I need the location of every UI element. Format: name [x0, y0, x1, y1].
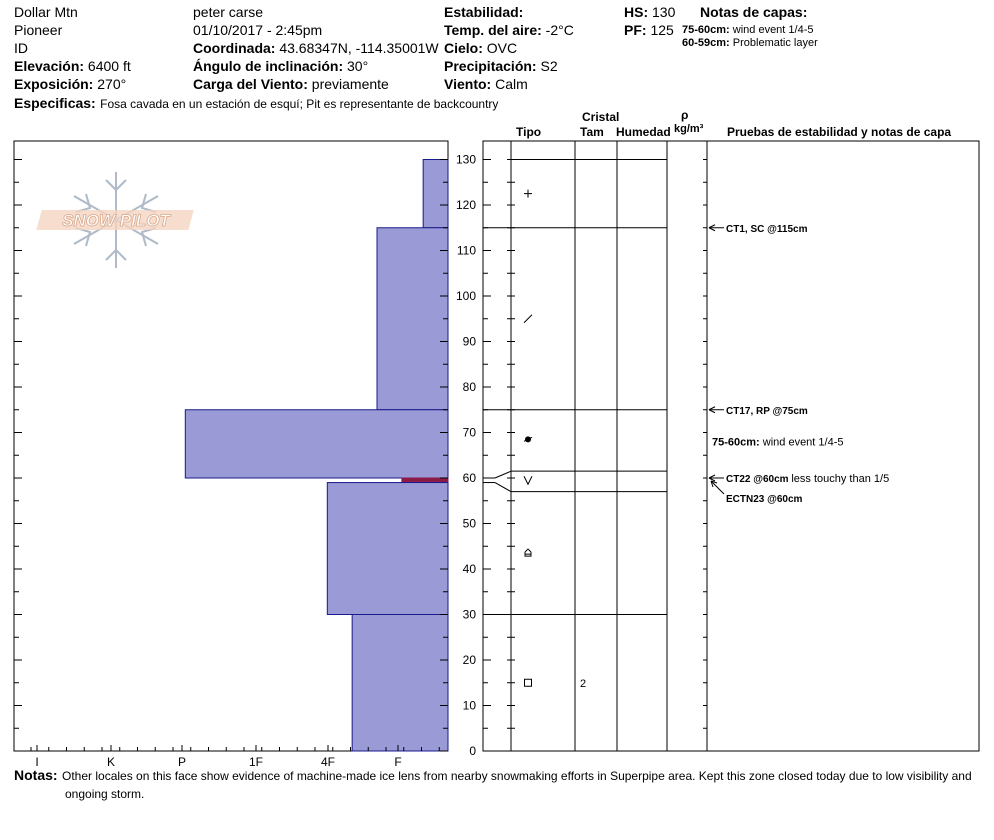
layer-note-2-text: Problematic layer	[732, 37, 818, 49]
depth-tick-label: 90	[462, 334, 476, 349]
specifics-label: Especificas:	[14, 95, 96, 111]
stability-tests	[709, 224, 889, 505]
snowpilot-logo	[36, 172, 193, 268]
hardness-bar	[185, 410, 448, 478]
layer-note-2-range: 60-59cm:	[682, 37, 730, 49]
logo-text: SNOW PILOT	[62, 211, 170, 230]
air-temp-label: Temp. del aire:	[444, 22, 542, 38]
stability-label: Estabilidad:	[444, 4, 524, 20]
depth-tick-label: 80	[462, 380, 476, 394]
slope-label: Ángulo de inclinación:	[193, 58, 344, 74]
layer-note-1-range: 75-60cm:	[682, 24, 730, 36]
hardness-bar	[377, 228, 448, 410]
depth-tick-label: 130	[455, 152, 476, 167]
depth-tick-label: 50	[462, 516, 476, 531]
depth-hoar-icon	[524, 476, 532, 484]
coordinate-value: 43.68347N, -114.35001W	[279, 40, 439, 56]
tests-header: Pruebas de estabilidad y notas de capa	[727, 125, 952, 139]
hardness-tick-label: I	[35, 755, 39, 769]
crystal-header: Cristal	[582, 110, 620, 124]
faceted-crystal-icon	[525, 679, 532, 686]
id-label: ID	[14, 40, 28, 56]
depth-tick-label: 30	[462, 607, 476, 622]
test-result-3	[726, 473, 889, 485]
hardness-tick-label: P	[177, 755, 187, 769]
rounded-grain-icon	[524, 190, 532, 198]
notes-row-1	[14, 767, 972, 785]
range-name: Pioneer	[14, 22, 63, 38]
crystal-size-label: 2	[580, 677, 587, 690]
hardness-tick-label: K	[106, 755, 116, 769]
wind-load-value: previamente	[311, 76, 389, 92]
hardness-profile	[185, 160, 448, 752]
pf-label: PF:	[624, 22, 647, 38]
layer-connector	[495, 471, 511, 478]
location-name: Dollar Mtn	[14, 4, 78, 20]
aspect-label: Exposición:	[14, 76, 94, 92]
density-unit-header: kg/m³	[674, 123, 704, 135]
moisture-header: Humedad	[616, 125, 671, 139]
specifics-text: Fosa cavada en un estación de esquí; Pit es representante de backcountry	[100, 97, 499, 111]
wind-label: Viento:	[444, 76, 492, 92]
test-result-4: ECTN23 @60cm	[726, 494, 803, 505]
wind-value: Calm	[495, 76, 528, 92]
hardness-tick-label: 4F	[320, 755, 336, 769]
depth-tick-label: 120	[455, 198, 476, 212]
hs-label: HS:	[624, 4, 649, 20]
depth-tick-label: 40	[462, 562, 476, 576]
depth-tick-label: 110	[456, 243, 476, 258]
air-temp-value: -2°C	[545, 22, 574, 38]
depth-tick-label: 10	[462, 698, 476, 713]
test-result-3-code: CT22 @60cm	[726, 474, 792, 485]
layer-note-1-text: wind event 1/4-5	[732, 24, 814, 36]
hardness-bar	[327, 483, 448, 615]
aspect-value: 270°	[97, 76, 127, 92]
depth-tick-label: 70	[462, 425, 476, 440]
layer-notes-title: Notas de capas:	[700, 4, 808, 20]
inline-layer-note-range: 75-60cm:	[712, 436, 763, 449]
slope-value: 30°	[347, 58, 369, 74]
elevation-label: Elevación:	[14, 58, 85, 74]
test-arrow	[711, 481, 724, 494]
observer-name: peter carse	[193, 4, 264, 20]
coordinate-label: Coordinada:	[193, 40, 276, 56]
faceted-rounded-icon	[525, 549, 531, 556]
precip-value: S2	[540, 58, 558, 74]
sky-value: OVC	[486, 40, 518, 56]
sky-label: Cielo:	[444, 40, 483, 56]
depth-tick-label: 100	[455, 289, 476, 303]
inline-layer-note-text: wind event 1/4-5	[762, 436, 844, 449]
test-result-3-note: less touchy than 1/5	[791, 473, 890, 485]
elevation-value: 6400 ft	[87, 58, 131, 74]
test-result-1: CT1, SC @115cm	[726, 223, 808, 235]
notes-text-line1: Other locales on this face show evidence of machine-made ice lens from nearby snowmaking efforts in Superpipe area. Kept this zone closed today due to low visibility and	[62, 769, 972, 783]
layer-connector	[495, 483, 511, 492]
hardness-tick-label: F	[394, 755, 402, 769]
hardness-bar	[423, 160, 448, 228]
precip-label: Precipitación:	[444, 58, 537, 74]
depth-tick-label: 0	[469, 744, 476, 758]
hardness-bar	[352, 615, 448, 752]
inline-layer-note	[712, 437, 843, 449]
hs-value: 130	[652, 4, 676, 20]
wind-load-label: Carga del Viento:	[193, 76, 308, 92]
problem-layer-bar	[402, 478, 448, 483]
hardness-tick-label: 1F	[248, 755, 264, 769]
depth-tick-label: 20	[462, 653, 476, 667]
date-time: 01/10/2017 - 2:45pm	[193, 22, 323, 38]
notes-text-line2: ongoing storm.	[65, 787, 145, 801]
size-header: Tam	[580, 125, 604, 139]
decomposing-grain-icon	[524, 315, 532, 323]
test-result-2: CT17, RP @75cm	[726, 405, 808, 417]
notes-label: Notas:	[14, 767, 58, 783]
pf-value: 125	[650, 22, 674, 38]
type-header: Tipo	[516, 125, 542, 139]
rho-header: ρ	[681, 108, 689, 122]
depth-tick-label: 60	[462, 471, 476, 485]
